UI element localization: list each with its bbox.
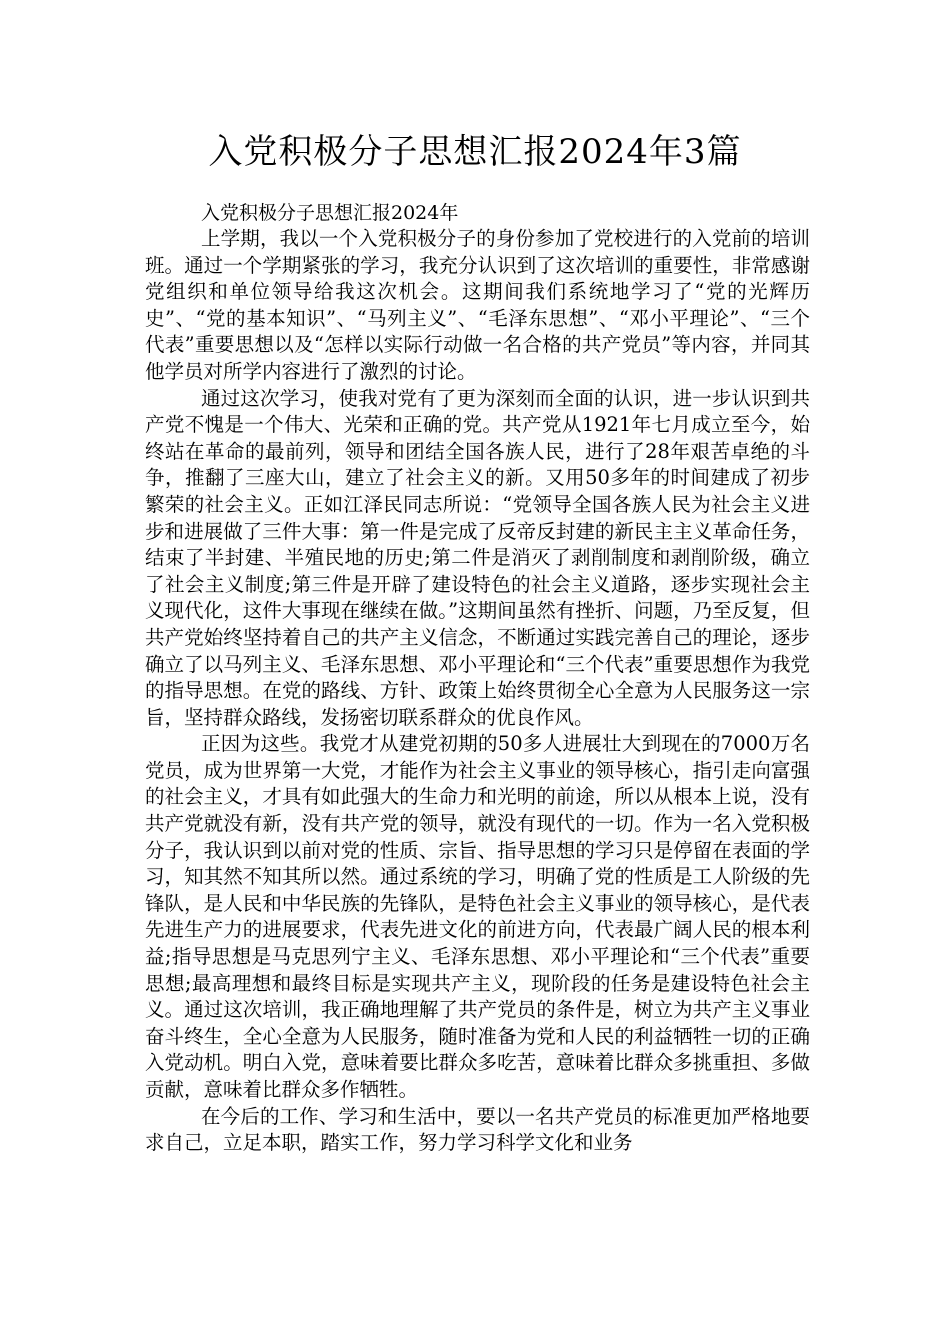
paragraph-4: 在今后的工作、学习和生活中，要以一名共产党员的标准更加严格地要求自己，立足本职，踏实工作，努力学习科学文化和业务: [145, 1104, 810, 1155]
paragraph-3: 正因为这些。我党才从建党初期的50多人进展壮大到现在的7000万名党员，成为世界第一大党，才能作为社会主义事业的领导核心，指引走向富强的社会主义，才具有如此强大的生命力和光明的前途，所以从根本上说，没有共产党就没有新，没有共产党的领导，就没有现代的一切。作为一名入党积极分子，我认识到以前对党的性质、宗旨、指导思想的学习只是停留在表面的学习，知其然不知其所以然。通过系统的学习，明确了党的性质是工人阶级的先锋队，是人民和中华民族的先锋队，是特色社会主义事业的领导核心，是代表先进生产力的进展要求，代表先进文化的前进方向，代表最广阔人民的根本利益;指导思想是马克思列宁主义、毛泽东思想、邓小平理论和“三个代表”重要思想;最高理想和最终目标是实现共产主义，现阶段的任务是建设特色社会主义。通过这次培训，我正确地理解了共产党员的条件是，树立为共产主义事业奋斗终生，全心全意为人民服务，随时准备为党和人民的利益牺牲一切的正确入党动机。明白入党，意味着要比群众多吃苦，意味着比群众多挑重担、多做贡献，意味着比群众多作牺牲。: [145, 732, 810, 1101]
paragraph-1: 上学期，我以一个入党积极分子的身份参加了党校进行的入党前的培训班。通过一个学期紧张的学习，我充分认识到了这次培训的重要性，非常感谢党组织和单位领导给我这次机会。这期间我们系统地学习了“党的光辉历史”、“党的基本知识”、“马列主义”、“毛泽东思想”、“邓小平理论”、“三个代表”重要思想以及“怎样以实际行动做一名合格的共产党员”等内容，并同其他学员对所学内容进行了激烈的讨论。: [145, 227, 810, 383]
document-body: [145, 200, 810, 1157]
document-title: 入党积极分子思想汇报2024年3篇: [208, 132, 742, 172]
section-subtitle: 入党积极分子思想汇报2024年: [201, 202, 459, 224]
paragraph-2: 通过这次学习，使我对党有了更为深刻而全面的认识，进一步认识到共产党不愧是一个伟大、光荣和正确的党。共产党从1921年七月成立至今，始终站在革命的最前列，领导和团结全国各族人民，进行了28年艰苦卓绝的斗争，推翻了三座大山，建立了社会主义的新。又用50多年的时间建成了初步繁荣的社会主义。正如江泽民同志所说：“党领导全国各族人民为社会主义进步和进展做了三件大事：第一件是完成了反帝反封建的新民主主义革命任务，结束了半封建、半殖民地的历史;第二件是消灭了剥削制度和剥削阶级，确立了社会主义制度;第三件是开辟了建设特色的社会主义道路，逐步实现社会主义现代化，这件大事现在继续在做。”这期间虽然有挫折、问题，乃至反复，但共产党始终坚持着自己的共产主义信念，不断通过实践完善自己的理论，逐步确立了以马列主义、毛泽东思想、邓小平理论和“三个代表”重要思想作为我党的指导思想。在党的路线、方针、政策上始终贯彻全心全意为人民服务这一宗旨，坚持群众路线，发扬密切联系群众的优良作风。: [145, 386, 810, 729]
